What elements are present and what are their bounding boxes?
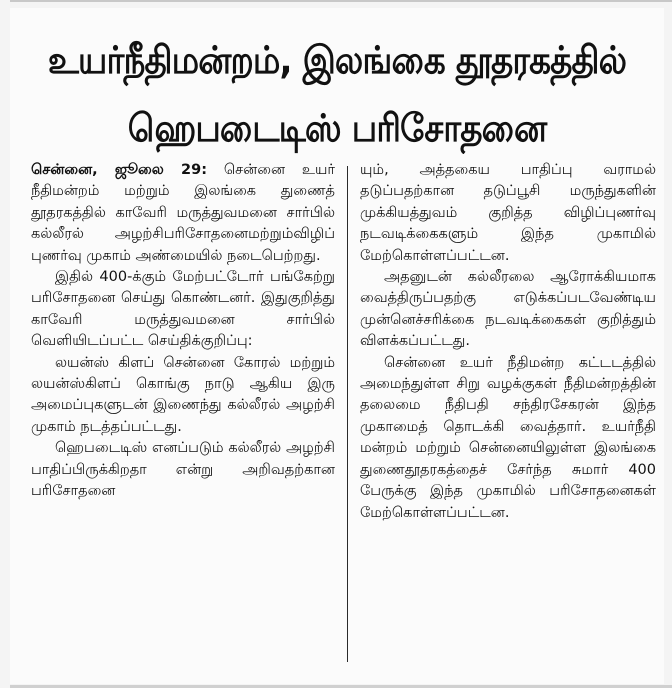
headline-line-2: ஹெபடைடிஸ் பரிசோதனை (127, 106, 547, 150)
dateline: சென்னை, ஜூலை 29: (31, 162, 208, 178)
paragraph: ஹெபடைடிஸ் எனப்படும் கல்லீரல் அழற்சி பாதிப்பிருக்கிறதா என்று அறிவதற்கான பரிசோதனை (31, 440, 335, 500)
paragraph: சென்னை உயர் நீதிமன்ற கட்டடத்தில் அமைந்துள்ள சிறு வழக்குகள் நீதிமன்றத்தின் தலைமை நீதிபதி சந்திரசேகரன் இந்த முகாமைத் தொடக்கி வைத்தார். உயர்நீதி மன்றம் மற்றும் சென்னையிலுள்ள இலங்கை துணைதூதரகத்தைச் சேர்ந்த சுமார் 400 பேருக்கு இந்த முகாமில் பரிசோதனைகள் மேற்கொள்ளப்பட்டன. (360, 354, 656, 521)
paragraph: இதில் 400-க்கும் மேற்பட்டோர் பங்கேற்று பரிசோதனை செய்து கொண்டனர். இதுகுறித்து காவேரி மருத்துவமனை சார்பில் வெளியிடப்பட்ட செய்திக்குறிப்பு: (31, 269, 335, 350)
column-divider (347, 166, 348, 662)
paragraph (31, 160, 335, 267)
paragraph: லயன்ஸ் கிளப் சென்னை கோரல் மற்றும் லயன்ஸ்கிளப் கொங்கு நாடு ஆகிய இரு அமைப்புகளுடன் இணைந்து கல்லீரல் அழற்சி முகாம் நடத்தப்பட்டது. (31, 354, 335, 435)
left-column (31, 160, 335, 670)
top-border (10, 0, 672, 2)
newspaper-clipping (10, 8, 664, 684)
paragraph: அதனுடன் கல்லீரலை ஆரோக்கியமாக வைத்திருப்பதற்கு எடுக்கப்படவேண்டிய முன்னெச்சரிக்கை நடவடிக்கைகள் குறித்தும் விளக்கப்பட்டது. (360, 269, 656, 350)
paragraph: யும், அத்தகைய பாதிப்பு வராமல் தடுப்பதற்கான தடுப்பூசி மருந்துகளின் முக்கியத்துவம் குறித்த விழிப்புணர்வு நடவடிக்கைகளும் இந்த முகாமில் மேற்கொள்ளப்பட்டன. (360, 162, 656, 264)
right-column (360, 160, 656, 670)
paragraph-text: சென்னை உயர் நீதிமன்றம் மற்றும் இலங்கை துணைத் தூதரகத்தில் காவேரி மருத்துவமனை சார்பில் கல்லீரல் அழற்சிபரிசோதனைமற்றும்விழிப் புணர்வு முகாம் அண்மையில் நடைபெற்றது. (31, 162, 335, 264)
headline-line-1: உயர்நீதிமன்றம், இலங்கை தூதரகத்தில் (47, 38, 627, 82)
